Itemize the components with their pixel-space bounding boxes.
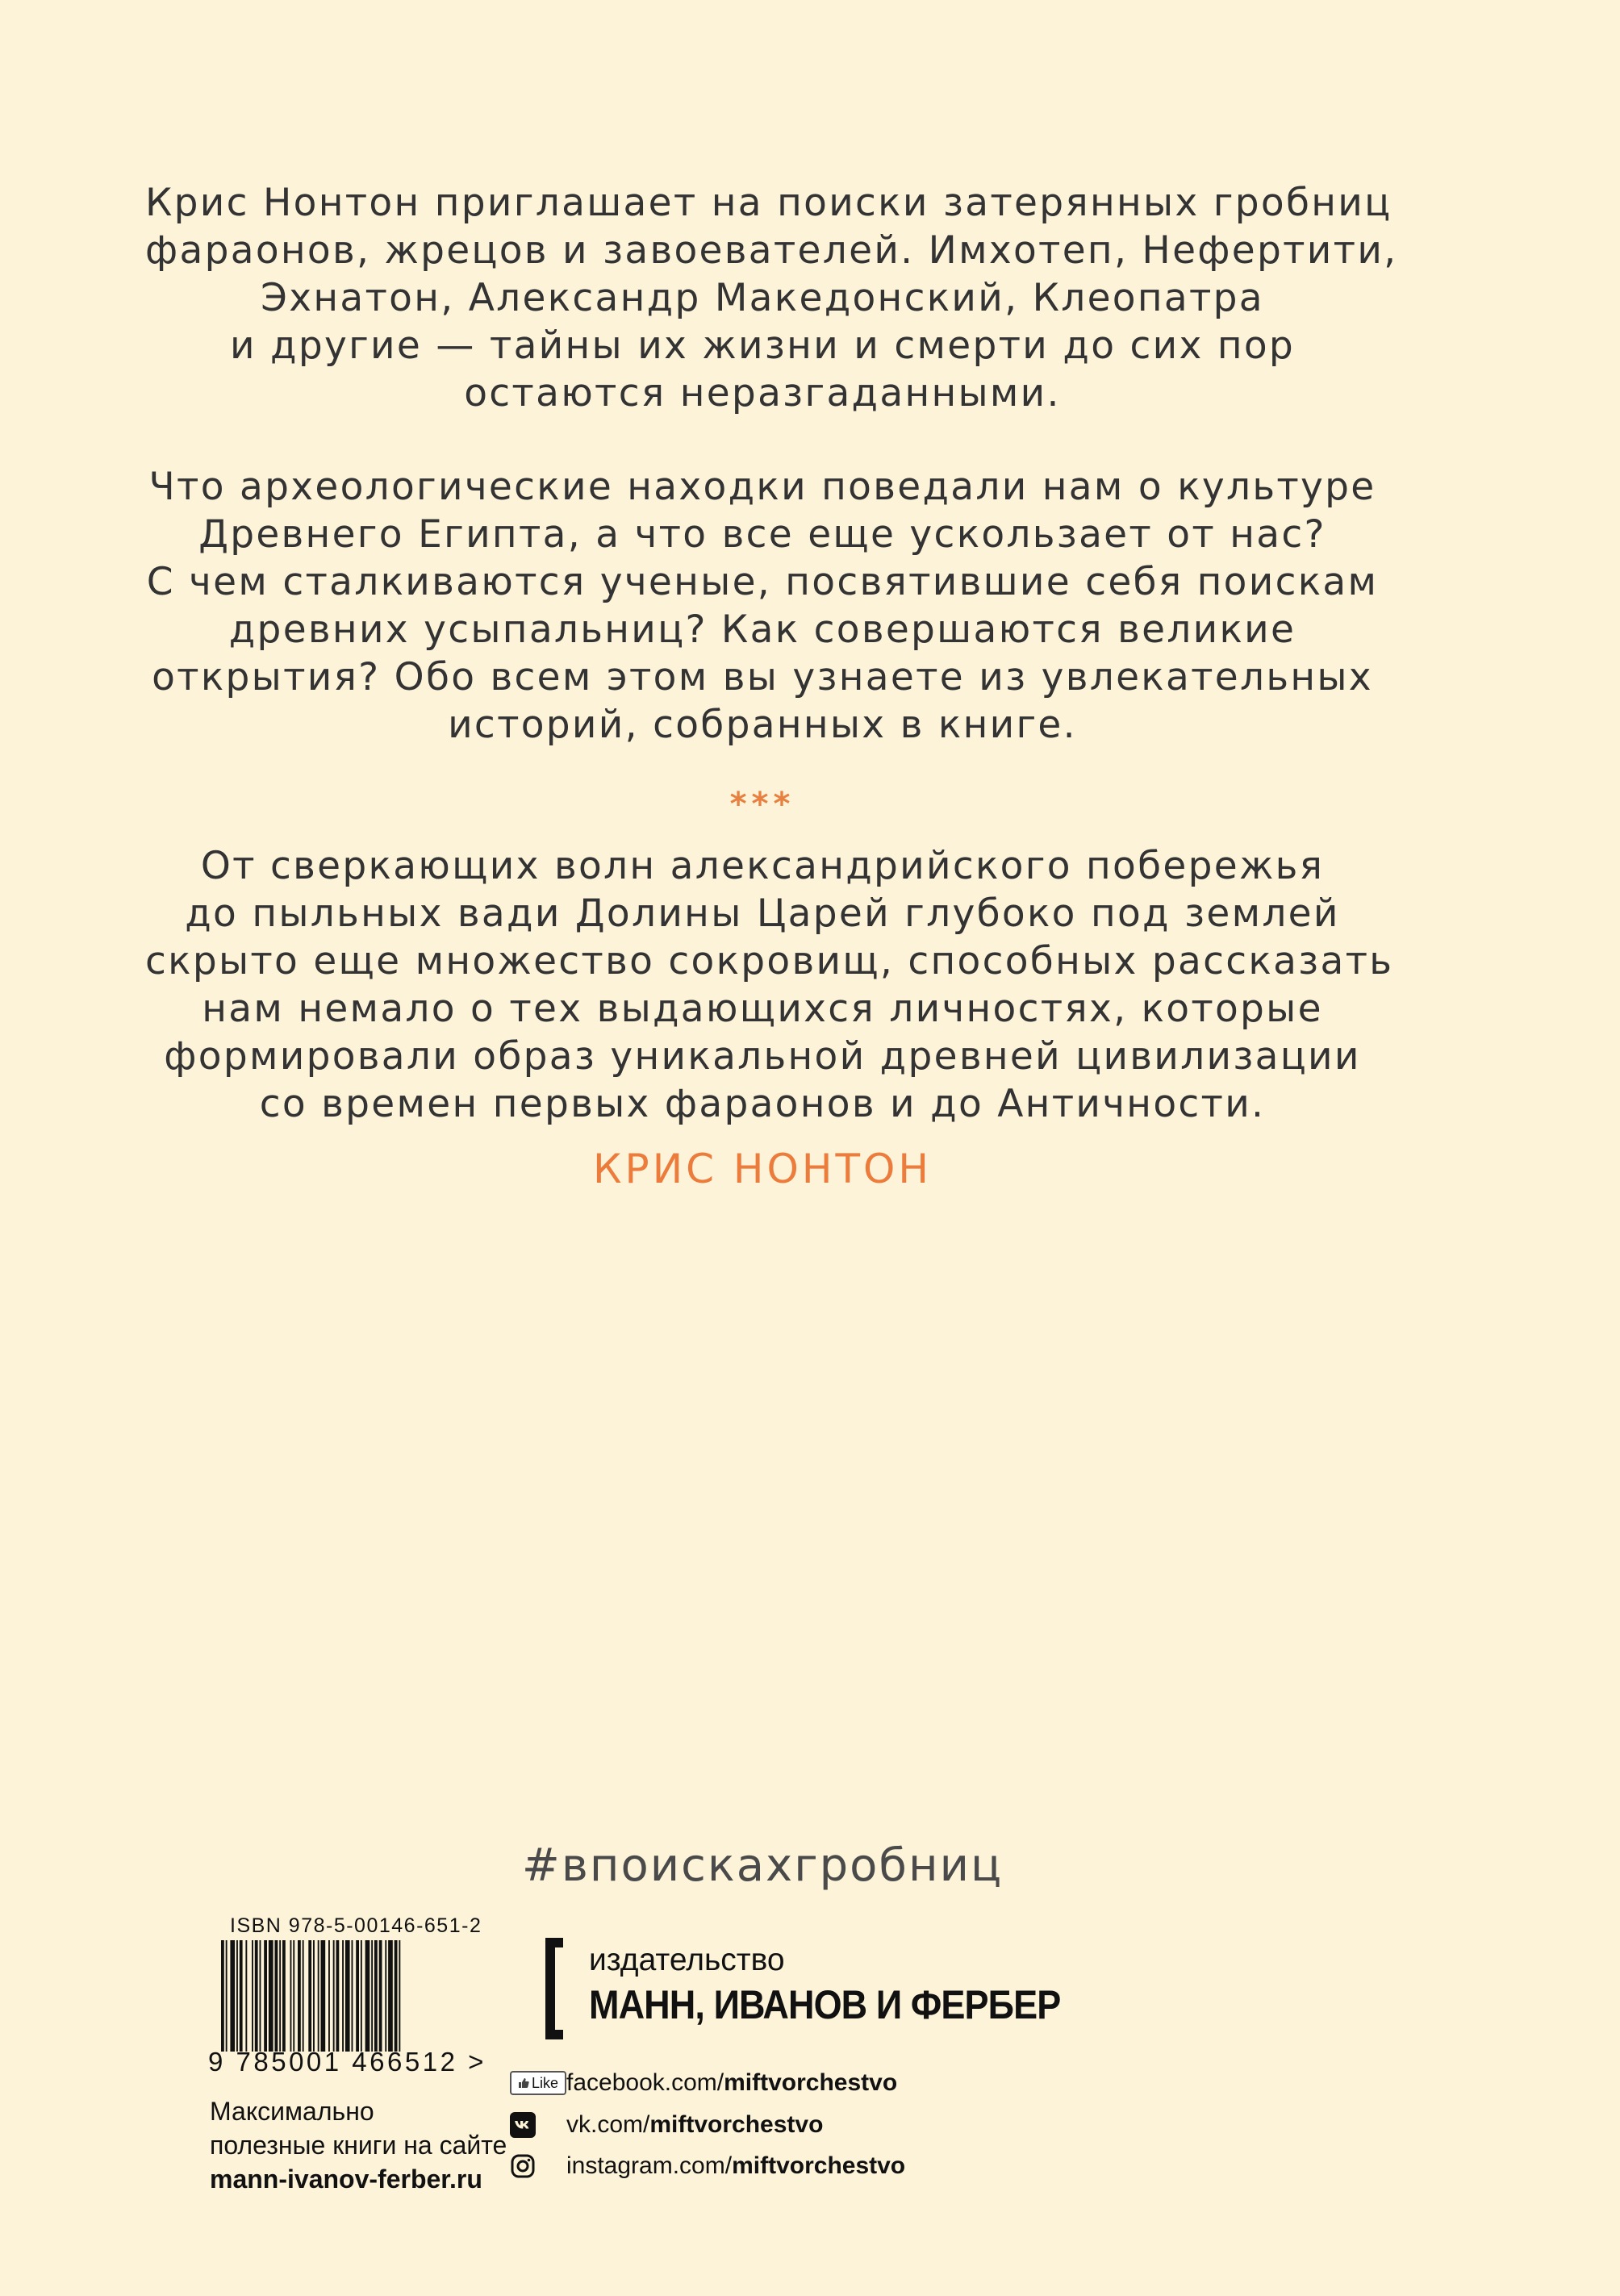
- blurb-line: скрыто еще множество сокровищ, способных рассказать: [145, 939, 1394, 983]
- blurb-line: открытия? Обо всем этом вы узнаете из увлекательных: [152, 655, 1373, 699]
- blurb-paragraph-3: [145, 842, 1394, 1128]
- barcode-bar: [374, 1940, 378, 2052]
- blurb-line: С чем сталкиваются ученые, посвятившие себя поискам: [146, 560, 1379, 604]
- facebook-handle: miftvorchestvo: [724, 2069, 898, 2096]
- barcode-bar: [318, 1940, 319, 2052]
- barcode-bar: [395, 1940, 398, 2052]
- like-badge-label: Like: [531, 2074, 559, 2091]
- blurb-line: Что археологические находки поведали нам о культуре: [148, 465, 1376, 509]
- barcode-bar: [361, 1940, 362, 2052]
- barcode-bar: [303, 1940, 304, 2052]
- barcode-bar: [352, 1940, 353, 2052]
- blurb-line: древних усыпальниц? Как совершаются великие: [228, 607, 1296, 652]
- instagram-domain: instagram.com/: [566, 2152, 733, 2179]
- barcode-bar: [226, 1940, 228, 2052]
- barcode-bar: [275, 1940, 278, 2052]
- barcode-bar: [356, 1940, 359, 2052]
- author-name: КРИС НОНТОН: [593, 1146, 932, 1192]
- blurb-line: нам немало о тех выдающихся личностях, которые: [202, 987, 1323, 1031]
- barcode-bar: [365, 1940, 370, 2052]
- blurb-line: историй, собранных в книге.: [448, 703, 1077, 747]
- blurb-line: и другие — тайны их жизни и смерти до сих пор: [229, 324, 1296, 368]
- barcode-bar: [388, 1940, 393, 2052]
- blurb-line: Эхнатон, Александр Македонский, Клеопатра: [261, 276, 1264, 320]
- blurb-line: до пыльных вади Долины Царей глубоко под землей: [185, 891, 1340, 936]
- barcode-bar: [282, 1940, 286, 2052]
- barcode-bar: [260, 1940, 261, 2052]
- promo-text: [210, 2094, 507, 2196]
- barcode-bar: [333, 1940, 335, 2052]
- barcode-bar: [221, 1940, 224, 2052]
- publisher-bracket-logo: [545, 1938, 563, 2039]
- barcode: [221, 1940, 463, 2052]
- blurb-line: фараонов, жрецов и завоевателей. Имхотеп, Нефертити,: [145, 228, 1398, 273]
- barcode-bar: [255, 1940, 258, 2052]
- vk-handle: miftvorchestvo: [649, 2111, 824, 2138]
- barcode-bar: [385, 1940, 386, 2052]
- vk-domain: vk.com/: [566, 2111, 650, 2138]
- promo-line-2: полезные книги на сайте: [210, 2131, 507, 2160]
- barcode-bar: [252, 1940, 253, 2052]
- blurb-line: Древнего Египта, а что все еще ускользает от нас?: [198, 512, 1326, 557]
- barcode-bar: [240, 1940, 243, 2052]
- isbn-label: ISBN 978-5-00146-651-2: [230, 1914, 482, 1937]
- barcode-bar: [321, 1940, 326, 2052]
- hashtag: #впоискахгробниц: [521, 1839, 1004, 1892]
- barcode-bar: [328, 1940, 330, 2052]
- blurb-line: остаются неразгаданными.: [464, 371, 1061, 415]
- blurb-paragraph-2: [145, 463, 1380, 749]
- barcode-bar: [279, 1940, 281, 2052]
- blurb-line: со времен первых фараонов и до Античности.: [259, 1082, 1266, 1126]
- section-separator: ***: [729, 786, 795, 823]
- social-instagram[interactable]: [510, 2150, 905, 2182]
- blurb-line: формировали образ уникальной древней цивилизации: [164, 1034, 1361, 1079]
- barcode-bar: [308, 1940, 311, 2052]
- barcode-bar: [342, 1940, 344, 2052]
- blurb-line: От сверкающих волн александрийского побережья: [200, 844, 1325, 888]
- barcode-bar: [293, 1940, 294, 2052]
- barcode-bar: [245, 1940, 247, 2052]
- barcode-bar: [269, 1940, 273, 2052]
- blurb-paragraph-1: [145, 179, 1398, 417]
- publisher-name: МАНН, ИВАНОВ И ФЕРБЕР: [589, 1982, 1061, 2027]
- barcode-bar: [264, 1940, 267, 2052]
- barcode-bar: [230, 1940, 235, 2052]
- barcode-bar: [290, 1940, 292, 2052]
- barcode-bar: [298, 1940, 301, 2052]
- vk-icon: [510, 2112, 566, 2138]
- barcode-digits: 9 785001 466512 >: [208, 2047, 486, 2077]
- barcode-bar: [371, 1940, 373, 2052]
- instagram-handle: miftvorchestvo: [732, 2152, 906, 2179]
- publisher-label: издательство: [589, 1943, 785, 1977]
- barcode-bar: [313, 1940, 315, 2052]
- blurb-line: Крис Нонтон приглашает на поиски затерянных гробниц: [145, 181, 1392, 225]
- barcode-bar: [345, 1940, 350, 2052]
- barcode-bar: [399, 1940, 400, 2052]
- barcode-bar: [336, 1940, 340, 2052]
- social-vk[interactable]: [510, 2109, 823, 2141]
- social-facebook[interactable]: [510, 2067, 897, 2099]
- instagram-icon: [510, 2153, 566, 2179]
- barcode-bar: [236, 1940, 238, 2052]
- promo-line-1: Максимально: [210, 2097, 374, 2126]
- facebook-like-icon: [510, 2071, 566, 2095]
- promo-site-link[interactable]: mann-ivanov-ferber.ru: [210, 2165, 482, 2194]
- facebook-domain: facebook.com/: [566, 2069, 724, 2096]
- barcode-bar: [379, 1940, 382, 2052]
